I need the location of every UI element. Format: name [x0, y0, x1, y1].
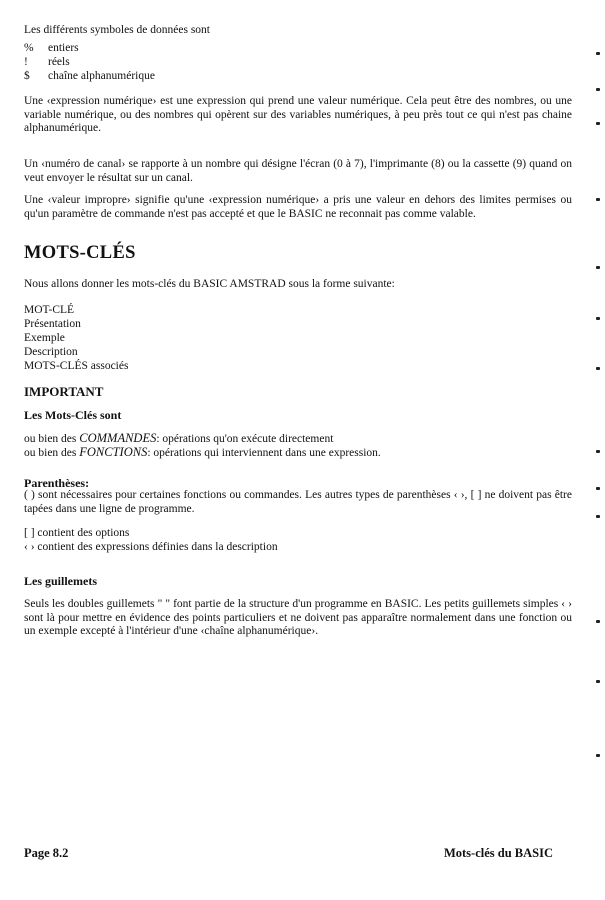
fonctions-suffix: : opérations qui interviennent dans une expression.	[147, 447, 381, 459]
scan-mark	[596, 450, 600, 453]
symbol-dollar: $	[24, 70, 30, 82]
paragraph-guillemets: Seuls les doubles guillemets " " font partie de la structure d'un programme en BASIC. Les petits guillemets simples ‹ › sont là pour mettre en évidence des points particuliers et ne doivent pas apparaître normalement dans une fonction ou un exemple excepté à l'intérieur d'une ‹chaîne alphanumérique›.	[24, 598, 572, 638]
heading-important: IMPORTANT	[24, 384, 104, 399]
heading-parentheses: Parenthèses:	[24, 476, 90, 490]
fonctions-line	[24, 446, 381, 461]
footer-page-number: Page 8.2	[24, 846, 69, 860]
format-line: Présentation	[24, 318, 81, 330]
scan-mark	[596, 122, 600, 125]
scan-mark	[596, 620, 600, 623]
scan-mark	[596, 515, 600, 518]
symbol-exclamation-desc: réels	[48, 56, 70, 68]
fonctions-word: FONCTIONS	[79, 445, 148, 459]
mots-cles-intro: Nous allons donner les mots-clés du BASIC AMSTRAD sous la forme suivante:	[24, 278, 395, 290]
scan-mark	[596, 52, 600, 55]
heading-mots-cles-sont: Les Mots-Clés sont	[24, 408, 122, 422]
scan-mark	[596, 754, 600, 757]
scan-mark	[596, 317, 600, 320]
symbols-intro: Les différents symboles de données sont	[24, 24, 210, 36]
commandes-line	[24, 432, 333, 447]
format-line: Exemple	[24, 332, 65, 344]
format-line: MOT-CLÉ	[24, 304, 75, 316]
format-line: Description	[24, 346, 78, 358]
scan-mark	[596, 367, 600, 370]
commandes-word: COMMANDES	[79, 431, 157, 445]
heading-mots-cles: MOTS-CLÉS	[24, 243, 136, 263]
expressions-line: ‹ › contient des expressions définies dans la description	[24, 541, 278, 553]
symbol-percent: %	[24, 42, 34, 54]
paragraph-numero-canal: Un ‹numéro de canal› se rapporte à un nombre qui désigne l'écran (0 à 7), l'imprimante (8) ou la cassette (9) quand on veut envoyer le résultat sur un canal.	[24, 158, 572, 184]
symbol-percent-desc: entiers	[48, 42, 79, 54]
scan-mark	[596, 88, 600, 91]
scan-mark	[596, 198, 600, 201]
scan-mark	[596, 680, 600, 683]
commandes-prefix: ou bien des	[24, 433, 80, 445]
options-line: [ ] contient des options	[24, 527, 130, 539]
paragraph-expression-numerique: Une ‹expression numérique› est une expression qui prend une valeur numérique. Cela peut être des nombres, ou une variable numérique, ou des nombres qui opèrent sur des variables numériques, à peu près tout ce qui n'est pas chaine alphanumérique.	[24, 95, 572, 135]
heading-guillemets: Les guillemets	[24, 574, 97, 588]
symbol-dollar-desc: chaîne alphanumérique	[48, 70, 155, 82]
format-line: MOTS-CLÉS associés	[24, 360, 129, 372]
symbol-exclamation: !	[24, 56, 28, 68]
scan-mark	[596, 266, 600, 269]
scan-mark	[596, 487, 600, 490]
paragraph-valeur-impropre: Une ‹valeur impropre› signifie qu'une ‹expression numérique› a pris une valeur en dehors des limites permises ou qu'un paramètre de commande n'est pas accepté et que le BASIC ne reconnait pas comme valable.	[24, 194, 572, 220]
paragraph-parentheses: ( ) sont nécessaires pour certaines fonctions ou commandes. Les autres types de parenthèses ‹ ›, [ ] ne doivent pas être tapées dans une ligne de programme.	[24, 489, 572, 515]
footer-section-title: Mots-clés du BASIC	[443, 846, 553, 860]
fonctions-prefix: ou bien des	[24, 447, 80, 459]
commandes-suffix: : opérations qu'on exécute directement	[156, 433, 334, 445]
